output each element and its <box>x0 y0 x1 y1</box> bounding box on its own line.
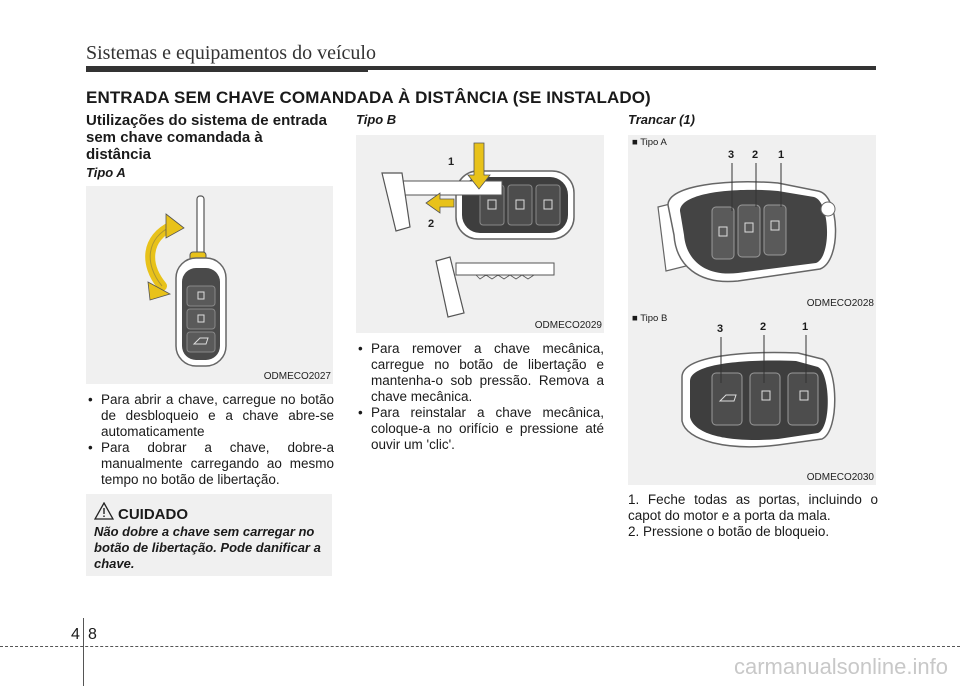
col1-subheading: Tipo A <box>86 165 126 180</box>
footer-divider <box>83 618 84 686</box>
figure-code: ODMECO2027 <box>263 371 331 382</box>
col1-heading <box>86 112 336 163</box>
col3-subheading: Trancar (1) <box>628 112 695 127</box>
page-number: 8 <box>88 626 97 643</box>
col1-heading-line2: sem chave comandada à <box>86 129 263 146</box>
chapter-number: 4 <box>71 626 80 643</box>
callout-number: 3 <box>717 323 724 335</box>
svg-text:1: 1 <box>448 156 455 168</box>
list-item: • Para reinstalar a chave mecânica, coloque-a no orifício e pressione até ouvir um 'clic'. <box>356 405 604 453</box>
figure-mechanical-key <box>356 135 604 333</box>
figure-lock-type-a <box>628 135 876 311</box>
mechanical-key-illustration <box>356 135 604 333</box>
warning-icon <box>94 502 114 520</box>
running-header: Sistemas e equipamentos do veículo <box>86 42 376 64</box>
folding-key-illustration <box>86 186 333 384</box>
figure-lock-type-b <box>628 311 876 485</box>
lock-type-a-illustration <box>628 135 876 311</box>
col2-subheading: Tipo B <box>356 112 397 127</box>
callout-number: 2 <box>760 321 767 333</box>
col1-bullets <box>86 392 334 488</box>
figure-label: ■ Tipo B <box>632 313 668 324</box>
col1-heading-line1: Utilizações do sistema de entrada <box>86 112 327 129</box>
figure-code: ODMECO2029 <box>534 320 602 331</box>
list-item: • Para dobrar a chave, dobre-a manualmente carregando ao mesmo tempo no botão de libertação. <box>86 440 334 488</box>
section-title: ENTRADA SEM CHAVE COMANDADA À DISTÂNCIA (SE INSTALADO) <box>86 88 651 107</box>
caution-box <box>86 494 332 576</box>
figure-code: ODMECO2028 <box>806 298 874 309</box>
svg-text:2: 2 <box>428 218 435 230</box>
figure-label: ■ Tipo A <box>632 137 667 148</box>
list-item: • Para abrir a chave, carregue no botão de desbloqueio e a chave abre-se automaticamente <box>86 392 334 440</box>
lock-type-b-illustration <box>628 311 876 485</box>
caution-text: Não dobre a chave sem carregar no botão de libertação. Pode danificar a chave. <box>94 524 321 571</box>
callout-number: 2 <box>752 149 759 161</box>
callout-number: 1 <box>802 321 809 333</box>
callout-number: 1 <box>778 149 785 161</box>
figure-folding-key <box>86 186 333 384</box>
list-item: 1. Feche todas as portas, incluindo o capot do motor e a porta da mala. <box>628 492 878 523</box>
callout-number: 3 <box>728 149 735 161</box>
col3-steps <box>628 492 878 540</box>
footer-dashed-line <box>0 646 960 647</box>
header-rule-accent <box>86 66 368 72</box>
watermark: carmanualsonline.info <box>733 654 948 679</box>
caution-title: CUIDADO <box>118 506 188 523</box>
list-item: 2. Pressione o botão de bloqueio. <box>628 524 830 539</box>
list-item: • Para remover a chave mecânica, carregue no botão de libertação e mantenha-o sob pressão. Remova a chave mecânica. <box>356 341 604 405</box>
col2-bullets <box>356 341 604 453</box>
col1-heading-line3: distância <box>86 146 152 163</box>
figure-code: ODMECO2030 <box>806 472 874 483</box>
